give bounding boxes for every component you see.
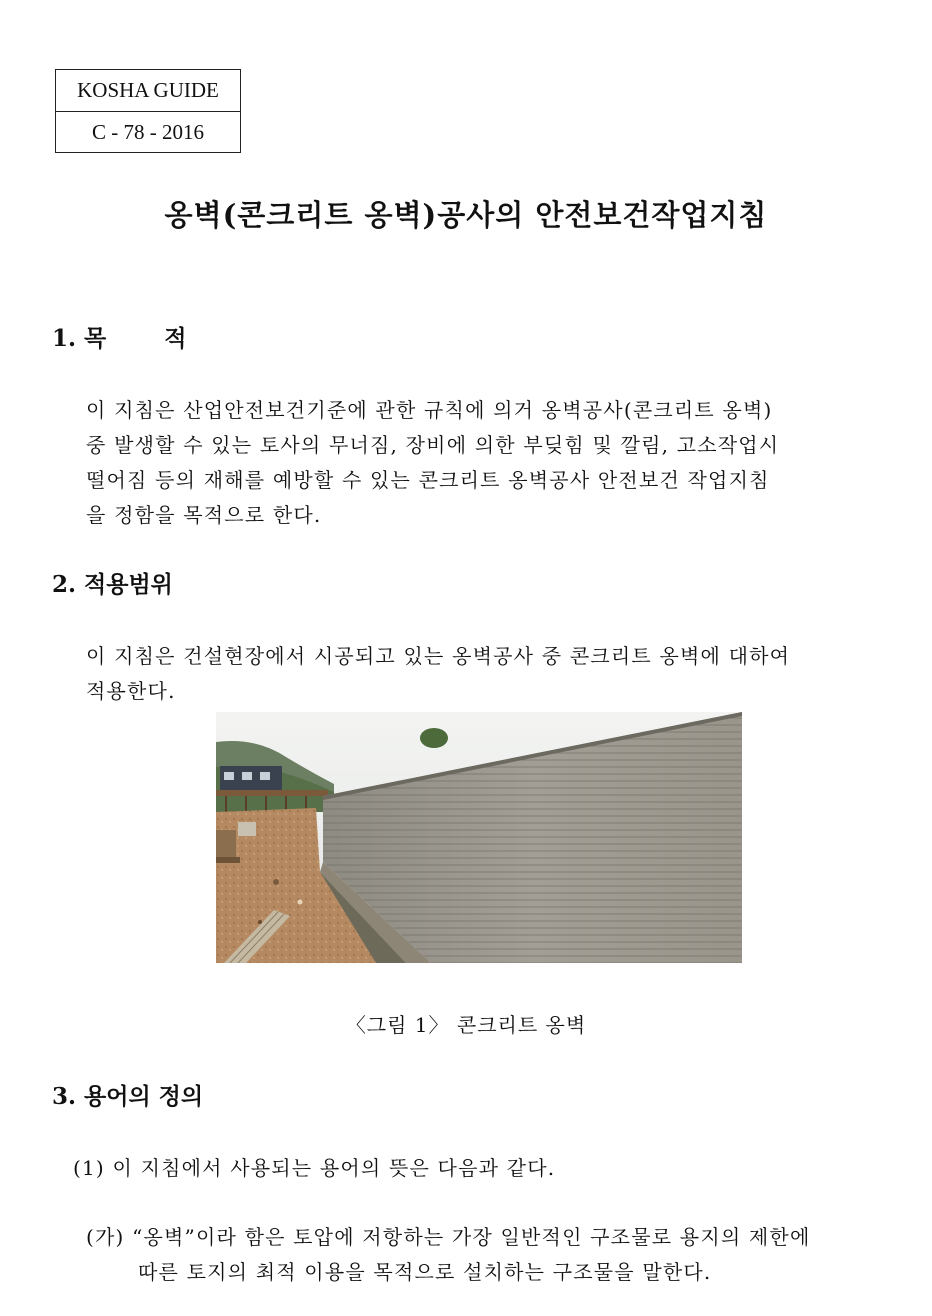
section-3-heading: 3. 용어의 정의 — [52, 1083, 204, 1110]
section-3-item-ga-line-1: (가) “옹벽”이라 함은 토압에 저항하는 가장 일반적인 구조물로 용지의 제한에 — [86, 1225, 811, 1249]
section-2-line-2: 적용한다. — [86, 679, 176, 703]
guide-code-box — [55, 69, 241, 153]
guide-code: C - 78 - 2016 — [56, 111, 240, 153]
section-1-line-3: 떨어짐 등의 재해를 예방할 수 있는 콘크리트 옹벽공사 안전보건 작업지침 — [86, 468, 770, 492]
section-1-heading-a: 목 — [84, 325, 107, 352]
section-1-heading-b: 적 — [164, 325, 187, 352]
document-title: 옹벽(콘크리트 옹벽)공사의 안전보건작업지침 — [164, 198, 768, 232]
concrete-retaining-wall-photo — [216, 712, 742, 963]
guide-label: KOSHA GUIDE — [77, 78, 219, 102]
section-1-line-4: 을 정함을 목적으로 한다. — [86, 503, 322, 527]
section-3-item-1: (1) 이 지침에서 사용되는 용어의 뜻은 다음과 같다. — [73, 1156, 556, 1180]
section-3-item-ga-line-2: 따른 토지의 최적 이용을 목적으로 설치하는 구조물을 말한다. — [138, 1260, 712, 1284]
section-1-number: 1. — [52, 325, 77, 352]
section-2-heading: 2. 적용범위 — [52, 571, 173, 598]
section-1-heading — [52, 320, 186, 353]
section-1-line-1: 이 지침은 산업안전보건기준에 관한 규칙에 의거 옹벽공사(콘크리트 옹벽) — [86, 398, 773, 422]
section-1-line-2: 중 발생할 수 있는 토사의 무너짐, 장비에 의한 부딪힘 및 깔림, 고소작업시 — [86, 433, 780, 457]
figure-1-caption: 〈그림 1〉 콘크리트 옹벽 — [345, 1013, 587, 1037]
section-2-line-1: 이 지침은 건설현장에서 시공되고 있는 옹벽공사 중 콘크리트 옹벽에 대하여 — [86, 644, 791, 668]
